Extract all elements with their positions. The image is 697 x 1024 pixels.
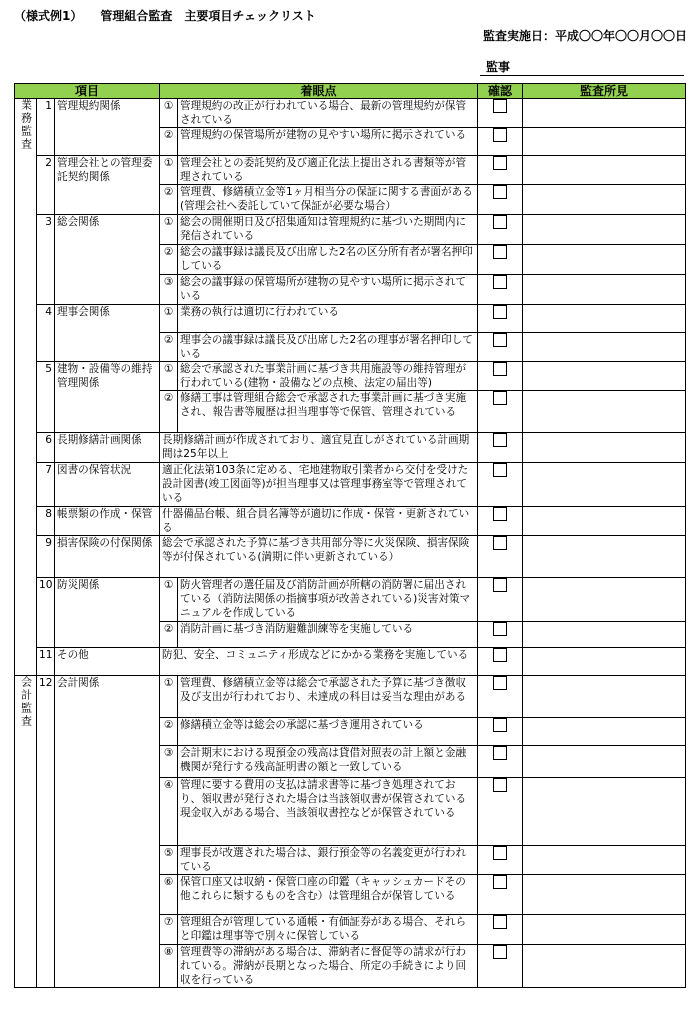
- point-number: ①: [160, 362, 178, 391]
- point-text: 消防計画に基づき消防避難訓練等を実施している: [178, 622, 478, 648]
- auditor-signature-field[interactable]: 監事: [480, 58, 684, 76]
- check-cell: [478, 846, 523, 875]
- item-number: 8: [37, 507, 55, 536]
- finding-cell[interactable]: [523, 746, 686, 778]
- check-box[interactable]: [493, 746, 507, 760]
- point-text: 管理規約の改正が行われている場合、最新の管理規約が保管されている: [178, 99, 478, 128]
- header-point: 着眼点: [160, 84, 478, 99]
- finding-cell[interactable]: [523, 333, 686, 362]
- item-name: 総会関係: [55, 215, 160, 305]
- finding-cell[interactable]: [523, 305, 686, 333]
- finding-cell[interactable]: [523, 578, 686, 622]
- point-text: 総会の議事録は議長及び出席した2名の区分所有者が署名押印している: [178, 245, 478, 275]
- category-accounting-audit: [15, 676, 37, 988]
- item-number: 3: [37, 215, 55, 305]
- point-number: ①: [160, 676, 178, 718]
- finding-cell[interactable]: [523, 215, 686, 245]
- check-cell: [478, 875, 523, 915]
- point-text: 防犯、安全、コミュニティ形成などにかかる業務を実施している: [160, 648, 478, 676]
- check-box[interactable]: [493, 648, 507, 662]
- check-box[interactable]: [493, 333, 507, 347]
- item-number: 11: [37, 648, 55, 676]
- check-cell: [478, 333, 523, 362]
- check-cell: [478, 362, 523, 391]
- check-cell: [478, 463, 523, 507]
- finding-cell[interactable]: [523, 156, 686, 185]
- table-row: [15, 305, 686, 333]
- check-box[interactable]: [493, 305, 507, 319]
- check-box[interactable]: [493, 156, 507, 170]
- finding-cell[interactable]: [523, 128, 686, 156]
- point-text: 総会の開催期日及び招集通知は管理規約に基づいた期間内に発信されている: [178, 215, 478, 245]
- finding-cell[interactable]: [523, 245, 686, 275]
- check-cell: [478, 391, 523, 433]
- point-number: ②: [160, 333, 178, 362]
- check-cell: [478, 305, 523, 333]
- finding-cell[interactable]: [523, 433, 686, 463]
- check-cell: [478, 156, 523, 185]
- point-text: 防火管理者の選任届及び消防計画が所轄の消防署に届出されている（消防法関係の指摘事項が改善されている)災害対策マニュアルを作成している: [178, 578, 478, 622]
- point-text: 理事会の議事録は議長及び出席した2名の理事が署名押印している: [178, 333, 478, 362]
- check-cell: [478, 185, 523, 215]
- table-row: [15, 99, 686, 128]
- point-number: ⑧: [160, 945, 178, 988]
- check-box[interactable]: [493, 718, 507, 732]
- finding-cell[interactable]: [523, 391, 686, 433]
- point-text: 管理規約の保管場所が建物の見やすい場所に掲示されている: [178, 128, 478, 156]
- table-row: [15, 433, 686, 463]
- item-name: 管理規約関係: [55, 99, 160, 156]
- category-business-audit: [15, 99, 37, 676]
- point-number: ②: [160, 622, 178, 648]
- check-cell: [478, 433, 523, 463]
- check-box[interactable]: [493, 507, 507, 521]
- point-text: 管理費等の滞納がある場合は、滞納者に督促等の請求が行われている。滞納が長期となった場合、所定の手続きにより回収を行っている: [178, 945, 478, 988]
- item-name: その他: [55, 648, 160, 676]
- check-cell: [478, 578, 523, 622]
- check-box[interactable]: [493, 622, 507, 636]
- check-box[interactable]: [493, 362, 507, 376]
- check-box[interactable]: [493, 463, 507, 477]
- point-text: 保管口座又は収納・保管口座の印鑑（キャッシュカードその他これらに類するものを含む）は管理組合が保管している: [178, 875, 478, 915]
- finding-cell[interactable]: [523, 718, 686, 746]
- item-name: 帳票類の作成・保管: [55, 507, 160, 536]
- check-cell: [478, 622, 523, 648]
- header-finding: 監査所見: [523, 84, 686, 99]
- item-number: 6: [37, 433, 55, 463]
- point-number: ③: [160, 746, 178, 778]
- item-number: 10: [37, 578, 55, 648]
- point-text: 管理組合が管理している通帳・有価証券がある場合、それらと印鑑は理事等で別々に保管している: [178, 915, 478, 945]
- header-item: 項目: [15, 84, 160, 99]
- check-box[interactable]: [493, 578, 507, 592]
- check-cell: [478, 128, 523, 156]
- point-number: ②: [160, 128, 178, 156]
- point-number: ①: [160, 578, 178, 622]
- finding-cell[interactable]: [523, 846, 686, 875]
- point-number: ②: [160, 391, 178, 433]
- finding-cell[interactable]: [523, 536, 686, 578]
- table-row: [15, 536, 686, 578]
- item-name: 会計関係: [55, 676, 160, 988]
- finding-cell[interactable]: [523, 648, 686, 676]
- check-cell: [478, 676, 523, 718]
- check-cell: [478, 99, 523, 128]
- point-text: 総会の議事録の保管場所が建物の見やすい場所に掲示されている: [178, 275, 478, 305]
- table-row: [15, 676, 686, 718]
- point-text: 長期修繕計画が作成されており、適宜見直しがされている計画期間は25年以上: [160, 433, 478, 463]
- check-box[interactable]: [493, 128, 507, 142]
- point-text: 業務の執行は適切に行われている: [178, 305, 478, 333]
- point-text: 管理に要する費用の支払は請求書等に基づき処理されており、領収書が発行された場合は当該領収書が保管されている現金収入がある場合、当該領収書控などが保管されている: [178, 778, 478, 846]
- check-cell: [478, 215, 523, 245]
- check-cell: [478, 718, 523, 746]
- check-box[interactable]: [493, 215, 507, 229]
- point-number: ③: [160, 275, 178, 305]
- finding-cell[interactable]: [523, 275, 686, 305]
- check-cell: [478, 945, 523, 988]
- finding-cell[interactable]: [523, 622, 686, 648]
- audit-date: 監査実施日：平成〇〇年〇〇月〇〇日: [482, 29, 687, 43]
- point-number: ⑦: [160, 915, 178, 945]
- finding-cell[interactable]: [523, 507, 686, 536]
- check-box[interactable]: [493, 846, 507, 860]
- check-cell: [478, 275, 523, 305]
- check-box[interactable]: [493, 391, 507, 405]
- point-text: 什器備品台帳、組合員名簿等が適切に作成・保管・更新されている: [160, 507, 478, 536]
- table-row: [15, 648, 686, 676]
- check-cell: [478, 507, 523, 536]
- header-check: 確認: [478, 84, 523, 99]
- point-text: 適正化法第103条に定める、宅地建物取引業者から交付を受けた設計図書(竣工図面等)が担当理事又は管理事務室等で管理されている: [160, 463, 478, 507]
- finding-cell[interactable]: [523, 875, 686, 915]
- check-box[interactable]: [493, 915, 507, 929]
- point-text: 修繕積立金等は総会の承認に基づき運用されている: [178, 718, 478, 746]
- point-text: 総会で承認された予算に基づき共用部分等に火災保険、損害保険等が付保されている(満期に伴い更新されている）: [160, 536, 478, 578]
- item-name: 理事会関係: [55, 305, 160, 362]
- check-cell: [478, 915, 523, 945]
- point-text: 管理会社との委託契約及び適正化法上提出される書類等が管理されている: [178, 156, 478, 185]
- finding-cell[interactable]: [523, 676, 686, 718]
- check-box[interactable]: [493, 275, 507, 289]
- check-cell: [478, 778, 523, 846]
- check-cell: [478, 746, 523, 778]
- finding-cell[interactable]: [523, 463, 686, 507]
- finding-cell[interactable]: [523, 362, 686, 391]
- finding-cell[interactable]: [523, 99, 686, 128]
- category-label: 業務監査: [19, 99, 33, 151]
- point-number: ⑥: [160, 875, 178, 915]
- check-box[interactable]: [493, 945, 507, 959]
- point-number: ⑤: [160, 846, 178, 875]
- table-row: [15, 215, 686, 245]
- point-text: 理事長が改選された場合は、銀行預金等の名義変更が行われている: [178, 846, 478, 875]
- point-text: 修繕工事は管理組合総会で承認された事業計画に基づき実施され、報告書等履歴は担当理事等で保管、管理されている: [178, 391, 478, 433]
- item-name: 損害保険の付保関係: [55, 536, 160, 578]
- check-box[interactable]: [493, 875, 507, 889]
- check-box[interactable]: [493, 245, 507, 259]
- point-text: 管理費、修繕積立金等1ヶ月相当分の保証に関する書面がある(管理会社へ委託していて保証が必要な場合）: [178, 185, 478, 215]
- finding-cell[interactable]: [523, 778, 686, 846]
- item-name: 防災関係: [55, 578, 160, 648]
- item-number: 5: [37, 362, 55, 433]
- item-number: 7: [37, 463, 55, 507]
- check-box[interactable]: [493, 433, 507, 447]
- point-number: ②: [160, 718, 178, 746]
- item-number: 4: [37, 305, 55, 362]
- checklist-table: [14, 83, 686, 988]
- form-title: （様式例1） 管理組合監査 主要項目チェックリスト: [14, 9, 316, 23]
- finding-cell[interactable]: [523, 915, 686, 945]
- check-box[interactable]: [493, 185, 507, 199]
- item-name: 長期修繕計画関係: [55, 433, 160, 463]
- item-number: 9: [37, 536, 55, 578]
- item-name: 管理会社との管理委託契約関係: [55, 156, 160, 215]
- point-number: ①: [160, 156, 178, 185]
- finding-cell[interactable]: [523, 945, 686, 988]
- check-box[interactable]: [493, 536, 507, 550]
- check-box[interactable]: [493, 99, 507, 113]
- point-number: ②: [160, 245, 178, 275]
- item-name: 建物・設備等の維持管理関係: [55, 362, 160, 433]
- item-number: 2: [37, 156, 55, 215]
- check-cell: [478, 245, 523, 275]
- point-number: ①: [160, 99, 178, 128]
- table-row: [15, 463, 686, 507]
- table-row: [15, 507, 686, 536]
- check-cell: [478, 648, 523, 676]
- point-number: ①: [160, 215, 178, 245]
- check-cell: [478, 536, 523, 578]
- item-number: 1: [37, 99, 55, 156]
- point-text: 管理費、修繕積立金等は総会で承認された予算に基づき徴収及び支出が行われており、未達成の科目は妥当な理由がある: [178, 676, 478, 718]
- finding-cell[interactable]: [523, 185, 686, 215]
- check-box[interactable]: [493, 778, 507, 792]
- point-number: ①: [160, 305, 178, 333]
- item-number: 12: [37, 676, 55, 988]
- point-text: 総会で承認された事業計画に基づき共用施設等の維持管理が行われている(建物・設備などの点検、法定の届出等): [178, 362, 478, 391]
- point-number: ④: [160, 778, 178, 846]
- table-row: [15, 156, 686, 185]
- category-label: 会計監査: [19, 676, 33, 728]
- header-row: [15, 84, 686, 99]
- point-number: ②: [160, 185, 178, 215]
- point-text: 会計期末における現預金の残高は貸借対照表の計上額と金融機関が発行する残高証明書の額と一致している: [178, 746, 478, 778]
- table-row: [15, 578, 686, 622]
- item-name: 図書の保管状況: [55, 463, 160, 507]
- check-box[interactable]: [493, 676, 507, 690]
- table-row: [15, 362, 686, 391]
